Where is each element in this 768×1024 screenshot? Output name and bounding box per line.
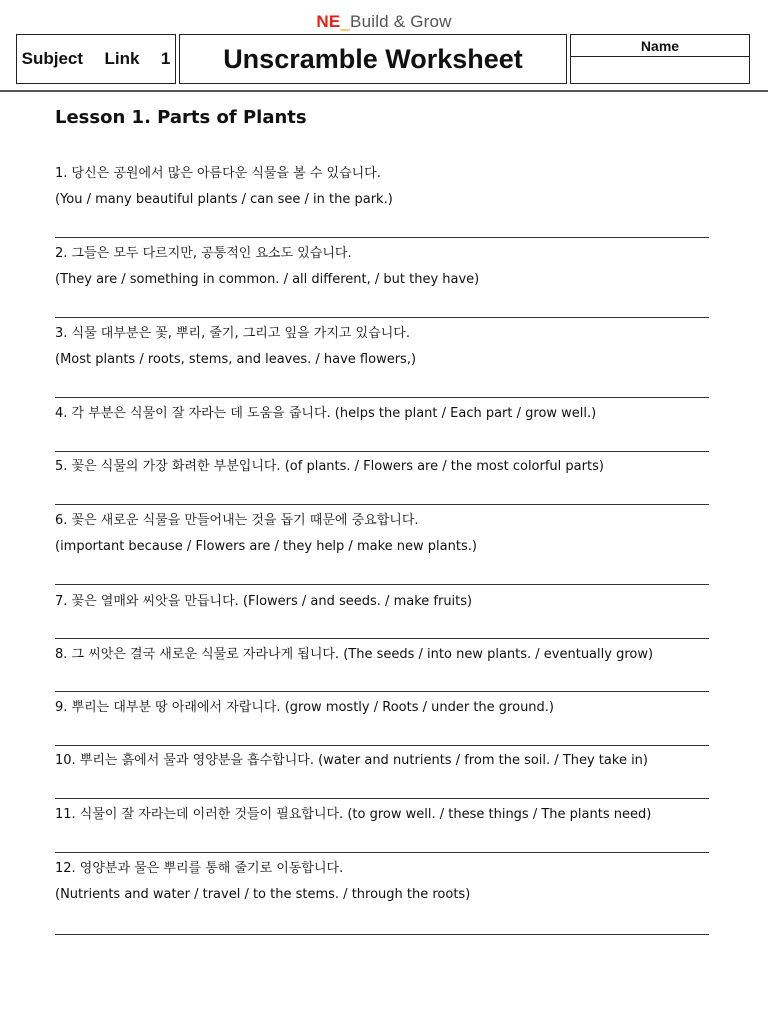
question-korean: 2. 그들은 모두 다르지만, 공통적인 요소도 있습니다. (55, 246, 352, 261)
question-scramble: (You / many beautiful plants / can see / in the park.) (55, 192, 393, 207)
question-11 (55, 802, 651, 828)
brand-text: Build & Grow (350, 12, 452, 31)
answer-line-11[interactable] (55, 852, 709, 853)
question-scramble: (water and nutrients / from the soil. / They take in) (318, 753, 648, 768)
question-9 (55, 695, 554, 721)
question-korean: 7. 꽃은 열매와 씨앗을 만듭니다. (55, 594, 239, 609)
question-10 (55, 748, 648, 774)
question-8 (55, 642, 653, 668)
question-scramble: (Most plants / roots, stems, and leaves. / have flowers,) (55, 352, 417, 367)
brand-separator: _ (340, 12, 351, 31)
question-korean: 8. 그 씨앗은 결국 새로운 식물로 자라나게 됩니다. (55, 647, 340, 662)
answer-line-5[interactable] (55, 504, 709, 505)
answer-line-8[interactable] (55, 691, 709, 692)
question-4 (55, 401, 596, 427)
brand-logo (0, 12, 768, 32)
name-field[interactable] (571, 57, 749, 84)
question-scramble: (grow mostly / Roots / under the ground.) (284, 700, 554, 715)
page-title: Unscramble Worksheet (223, 43, 523, 74)
answer-line-4[interactable] (55, 451, 709, 452)
question-scramble: (Flowers / and seeds. / make fruits) (242, 594, 473, 609)
answer-line-6[interactable] (55, 584, 709, 585)
question-korean: 9. 뿌리는 대부분 땅 아래에서 자랍니다. (55, 700, 281, 715)
question-3 (55, 321, 416, 373)
answer-line-2[interactable] (55, 317, 709, 318)
question-korean: 11. 식물이 잘 자라는데 이러한 것들이 필요합니다. (55, 807, 344, 822)
question-scramble: (helps the plant / Each part / grow well.) (334, 406, 597, 421)
question-5 (55, 454, 604, 480)
worksheet-title-box (179, 34, 567, 84)
question-12 (55, 856, 470, 908)
question-2 (55, 241, 479, 293)
answer-line-3[interactable] (55, 397, 709, 398)
name-label: Name (571, 35, 749, 57)
question-scramble: (Nutrients and water / travel / to the stems. / through the roots) (55, 887, 471, 902)
question-korean: 12. 영양분과 물은 뿌리를 통해 줄기로 이동합니다. (55, 861, 344, 876)
question-korean: 10. 뿌리는 흙에서 물과 영양분을 흡수합니다. (55, 753, 314, 768)
answer-line-10[interactable] (55, 798, 709, 799)
name-box (570, 34, 750, 84)
brand-ne: NE (316, 12, 341, 31)
question-1 (55, 161, 393, 213)
question-korean: 5. 꽃은 식물의 가장 화려한 부분입니다. (55, 459, 281, 474)
subject-link-box (16, 34, 176, 84)
question-korean: 3. 식물 대부분은 꽃, 뿌리, 줄기, 그리고 잎을 가지고 있습니다. (55, 326, 410, 341)
header-divider (0, 90, 768, 92)
answer-line-12[interactable] (55, 934, 709, 935)
question-6 (55, 508, 477, 560)
question-korean: 6. 꽃은 새로운 식물을 만들어내는 것을 돕기 때문에 중요합니다. (55, 513, 419, 528)
answer-line-1[interactable] (55, 237, 709, 238)
question-scramble: (to grow well. / these things / The plants need) (347, 807, 652, 822)
question-scramble: (of plants. / Flowers are / the most colorful parts) (284, 459, 604, 474)
question-scramble: (important because / Flowers are / they help / make new plants.) (55, 539, 477, 554)
subject-link-label: Subject Link 1 (21, 49, 171, 68)
question-korean: 1. 당신은 공원에서 많은 아름다운 식물을 볼 수 있습니다. (55, 166, 381, 181)
question-scramble: (They are / something in common. / all different, / but they have) (55, 272, 480, 287)
question-korean: 4. 각 부분은 식물이 잘 자라는 데 도움을 줍니다. (55, 406, 331, 421)
question-7 (55, 589, 472, 615)
answer-line-9[interactable] (55, 745, 709, 746)
lesson-title: Lesson 1. Parts of Plants (55, 107, 307, 128)
answer-line-7[interactable] (55, 638, 709, 639)
question-scramble: (The seeds / into new plants. / eventually grow) (343, 647, 654, 662)
